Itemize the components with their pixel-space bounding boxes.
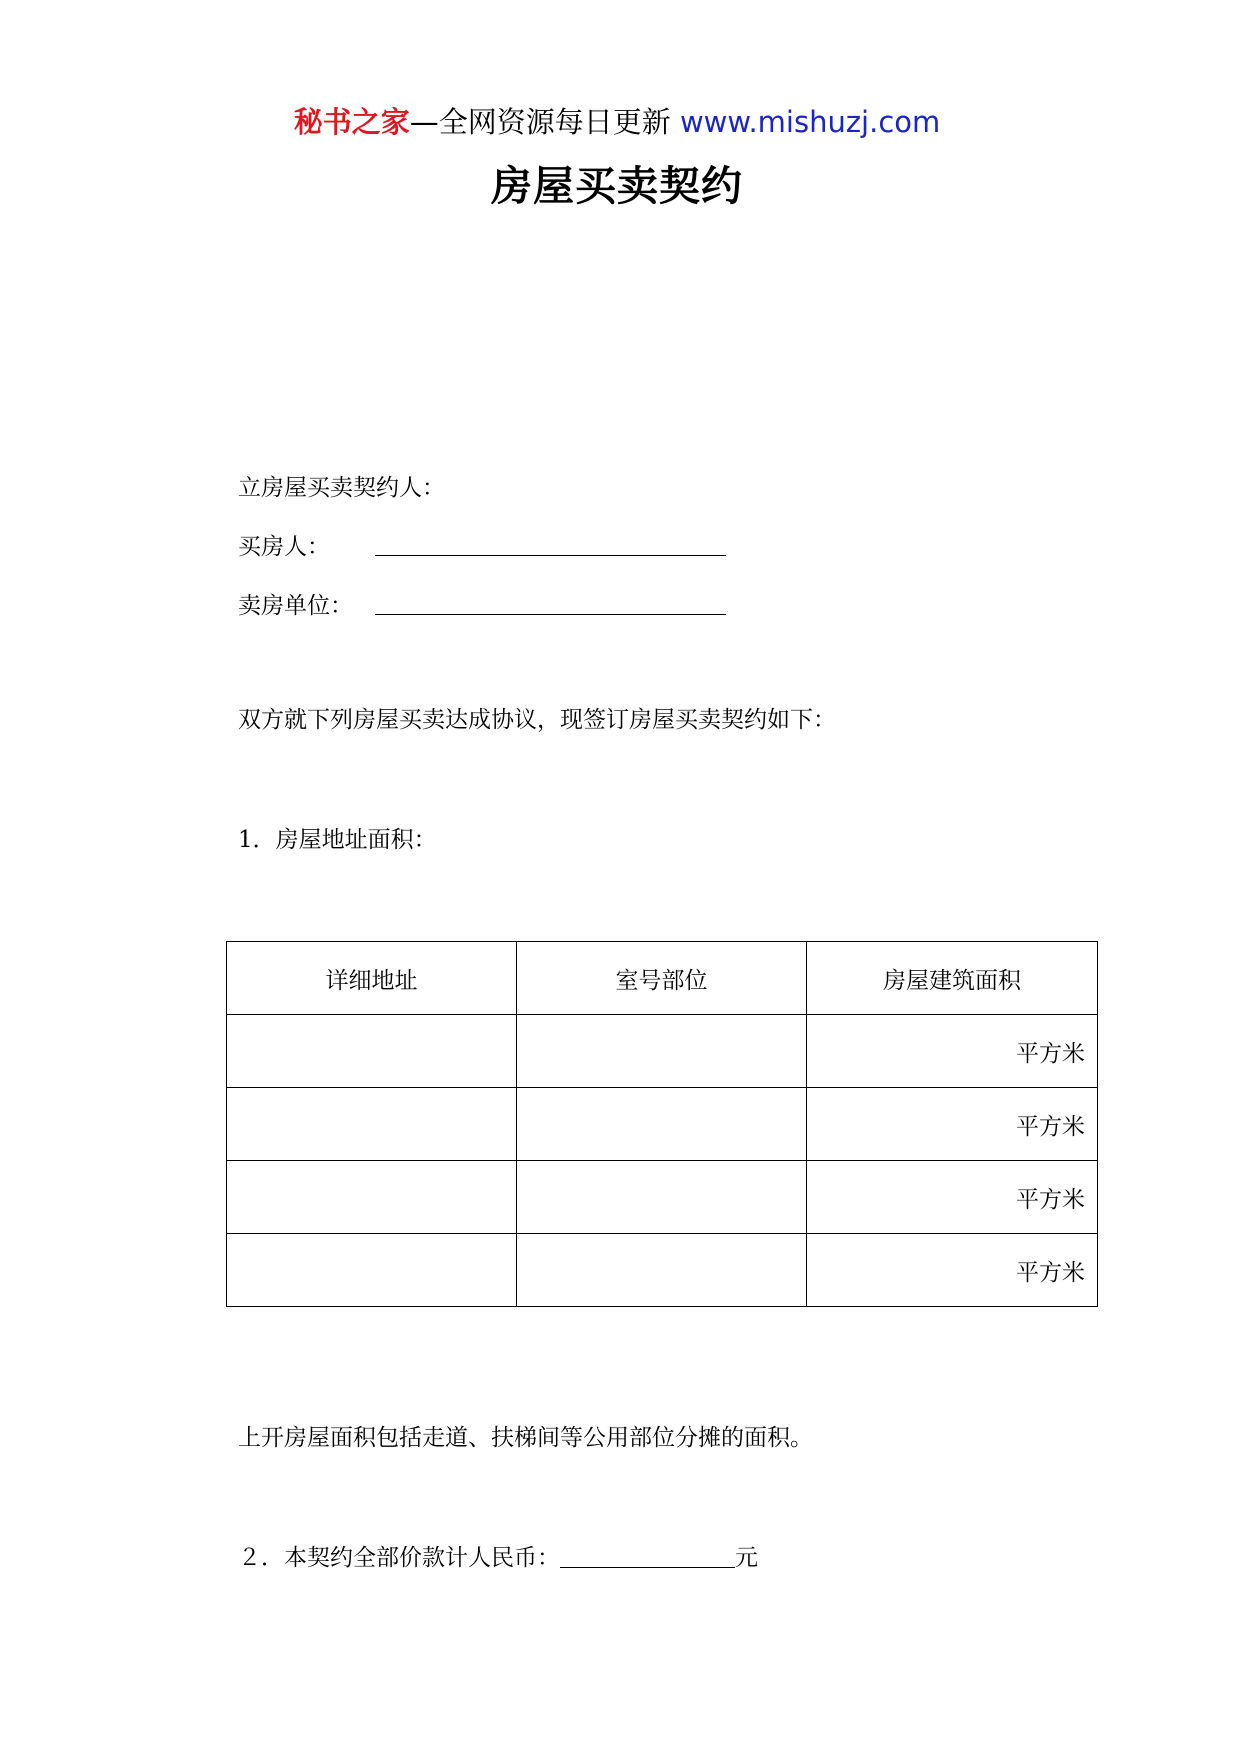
section2-line: [238, 1542, 758, 1574]
column-header-room: 室号部位: [517, 942, 807, 1015]
room-cell[interactable]: [517, 1088, 807, 1161]
room-cell[interactable]: [517, 1161, 807, 1234]
document-title: 房屋买卖契约: [491, 162, 743, 210]
section1-heading: 1．房屋地址面积：: [238, 827, 437, 853]
agreement-intro: 双方就下列房屋买卖达成协议，现签订房屋买卖契约如下：: [238, 707, 836, 733]
address-cell[interactable]: [227, 1015, 517, 1088]
table-row: [227, 1088, 1098, 1161]
table-row: [227, 1234, 1098, 1307]
parties-intro: 立房屋买卖契约人：: [238, 475, 445, 501]
buyer-field[interactable]: [375, 555, 726, 556]
address-cell[interactable]: [227, 1234, 517, 1307]
address-cell[interactable]: [227, 1088, 517, 1161]
brand-name: 秘书之家: [293, 105, 410, 139]
header-tagline: —全网资源每日更新: [409, 105, 671, 139]
price-field[interactable]: [560, 1567, 735, 1568]
header-banner: [0, 102, 1234, 142]
seller-field[interactable]: [375, 614, 726, 615]
area-table: [226, 941, 1098, 1307]
area-unit-cell[interactable]: 平方米: [807, 1234, 1098, 1307]
table-header-row: [227, 942, 1098, 1015]
table-row: [227, 1161, 1098, 1234]
seller-label: 卖房单位：: [238, 593, 353, 619]
site-url-link[interactable]: www.mishuzj.com: [679, 105, 941, 139]
section2-text: ２．本契约全部价款计人民币：: [238, 1545, 560, 1571]
area-note: 上开房屋面积包括走道、扶梯间等公用部位分摊的面积。: [238, 1425, 813, 1451]
room-cell[interactable]: [517, 1015, 807, 1088]
currency-unit: 元: [735, 1545, 758, 1571]
area-unit-cell[interactable]: 平方米: [807, 1088, 1098, 1161]
buyer-label: 买房人：: [238, 534, 330, 560]
column-header-area: 房屋建筑面积: [807, 942, 1098, 1015]
column-header-address: 详细地址: [227, 942, 517, 1015]
area-unit-cell[interactable]: 平方米: [807, 1161, 1098, 1234]
table-row: [227, 1015, 1098, 1088]
area-unit-cell[interactable]: 平方米: [807, 1015, 1098, 1088]
address-cell[interactable]: [227, 1161, 517, 1234]
room-cell[interactable]: [517, 1234, 807, 1307]
